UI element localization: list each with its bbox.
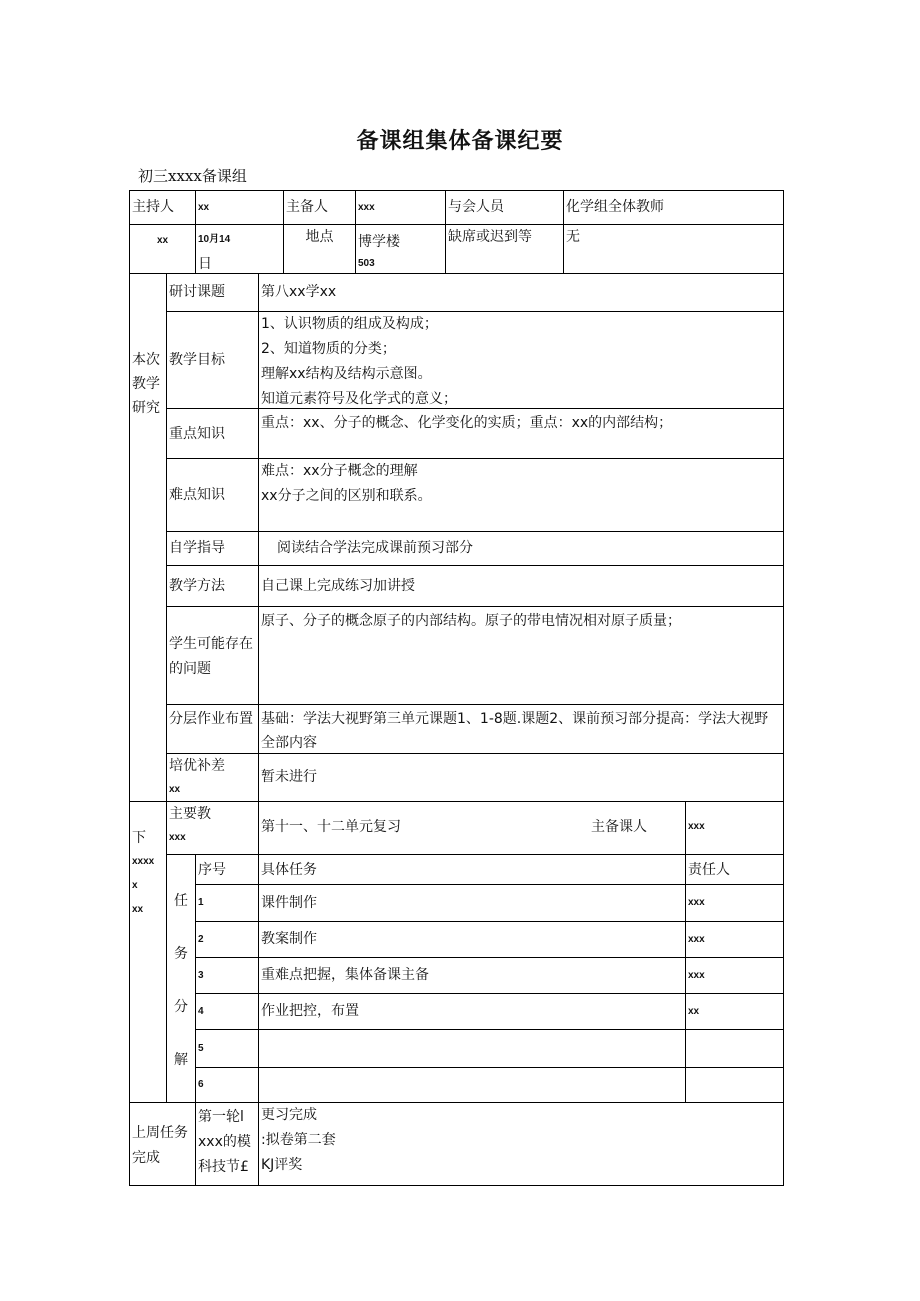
last-item: 第一轮l xyxy=(198,1109,244,1125)
key-label: 重点知识 xyxy=(166,408,259,459)
issues-value: 原子、分子的概念原子的内部结构。原子的带电情况相对原子质量； xyxy=(258,606,784,705)
goal-item: 2、知道物质的分类； xyxy=(261,341,396,357)
tasks-label-char: 务 xyxy=(174,946,188,962)
last-item: 科技节£ xyxy=(198,1159,249,1175)
goals-label: 教学目标 xyxy=(166,311,259,409)
next-section-sub: xx xyxy=(132,904,144,915)
tasks-label-char: 任 xyxy=(174,893,188,909)
task-name: 重难点把握，集体备课主备 xyxy=(258,957,686,994)
task-name xyxy=(258,1029,686,1068)
last-item: KJ评奖 xyxy=(261,1157,303,1173)
date-value: 10月14 xyxy=(198,234,231,245)
lead-label: 主备人 xyxy=(283,190,356,225)
hard-label: 难点知识 xyxy=(166,458,259,532)
task-owner: xxx xyxy=(685,884,784,922)
task-name xyxy=(258,1067,686,1103)
task-owner xyxy=(685,1067,784,1103)
last-label-line: 完成 xyxy=(132,1150,160,1166)
issues-label xyxy=(166,606,259,705)
method-label: 教学方法 xyxy=(166,565,259,607)
self-label: 自学指导 xyxy=(166,531,259,566)
lead-value: xxx xyxy=(355,190,446,225)
next-lead-value: xxx xyxy=(685,801,784,855)
task-name: 作业把控，布置 xyxy=(258,993,686,1030)
attendees-value: 化学组全体教师 xyxy=(563,190,784,225)
tasks-label-char: 解 xyxy=(174,1052,188,1068)
last-items-right xyxy=(258,1102,784,1186)
task-no: 2 xyxy=(195,921,259,958)
date-suffix: 日 xyxy=(198,256,212,272)
content-label-text: 主要教 xyxy=(169,806,211,822)
host-value: xx xyxy=(195,190,284,225)
homework-value xyxy=(258,704,784,754)
content-value-cell xyxy=(258,801,686,855)
last-item: xxx的模 xyxy=(198,1134,251,1150)
task-no: 6 xyxy=(195,1067,259,1103)
date-prefix: xx xyxy=(129,224,196,274)
last-label xyxy=(129,1102,196,1186)
support-label xyxy=(166,753,259,802)
task-name: 课件制作 xyxy=(258,884,686,922)
task-no: 1 xyxy=(195,884,259,922)
issues-label-line: 的问题 xyxy=(169,661,211,677)
tasks-label-char: 分 xyxy=(174,999,188,1015)
next-section-sub: xxxx xyxy=(132,856,155,867)
task-owner: xx xyxy=(685,993,784,1030)
hard-item: 难点：xx分子概念的理解 xyxy=(261,463,418,479)
col-task-header: 具体任务 xyxy=(258,854,686,885)
absent-value: 无 xyxy=(563,224,784,274)
goal-item: 知道元素符号及化学式的意义； xyxy=(261,391,457,407)
date-cell xyxy=(195,224,284,274)
homework-label: 分层作业布置 xyxy=(166,704,259,754)
topic-label: 研讨课题 xyxy=(166,273,259,312)
homework-line: 基础：学法大视野第三单元课题1、1-8题.课题2、课前预习部分提高：学法大视野 xyxy=(261,711,769,727)
content-label xyxy=(166,801,259,855)
host-label: 主持人 xyxy=(129,190,196,225)
task-owner xyxy=(685,1029,784,1068)
goal-item: 1、认识物质的组成及构成； xyxy=(261,316,438,332)
support-label-text: 培优补差 xyxy=(169,758,225,774)
last-label-line: 上周任务 xyxy=(132,1125,188,1141)
task-no: 5 xyxy=(195,1029,259,1068)
study-section-text: 本次教学研究 xyxy=(132,352,160,416)
task-no: 3 xyxy=(195,957,259,994)
hard-item: xx分子之间的区别和联系。 xyxy=(261,488,432,504)
task-owner: xxx xyxy=(685,957,784,994)
next-section-sub: x xyxy=(132,880,138,891)
last-item: 更习完成 xyxy=(261,1107,317,1123)
location-room: 503 xyxy=(358,258,375,269)
next-section-text: 下 xyxy=(132,830,146,846)
location-value: 博学楼 xyxy=(358,234,400,250)
hard-list xyxy=(258,458,784,532)
study-section-label xyxy=(129,273,167,802)
page-title: 备课组集体备课纪要 xyxy=(356,129,564,154)
topic-value: 第八xx学xx xyxy=(258,273,784,312)
goals-list xyxy=(258,311,784,409)
attendees-label: 与会人员 xyxy=(445,190,564,225)
next-lead-label: 主备课人 xyxy=(591,819,647,835)
absent-label: 缺席或迟到等 xyxy=(445,224,564,274)
method-value: 自己课上完成练习加讲授 xyxy=(258,565,784,607)
support-value: 暂未进行 xyxy=(258,753,784,802)
col-no-header: 序号 xyxy=(195,854,259,885)
last-item: :拟卷第二套 xyxy=(261,1132,336,1148)
goal-item: 理解xx结构及结构示意图。 xyxy=(261,366,432,382)
tasks-label xyxy=(166,854,196,1103)
support-label-sub: xx xyxy=(169,784,181,795)
location-cell xyxy=(355,224,446,274)
self-value: 阅读结合学法完成课前预习部分 xyxy=(258,531,784,566)
location-label: 地点 xyxy=(283,224,356,274)
task-name: 教案制作 xyxy=(258,921,686,958)
group-name: 初三xxxx备课组 xyxy=(138,167,247,185)
last-items-left xyxy=(195,1102,259,1186)
task-no: 4 xyxy=(195,993,259,1030)
issues-label-line: 学生可能存在 xyxy=(169,636,253,652)
next-section-label xyxy=(129,801,167,1103)
content-label-sub: xxx xyxy=(169,832,186,843)
task-owner: xxx xyxy=(685,921,784,958)
content-value: 第十一、十二单元复习 xyxy=(261,819,401,835)
col-owner-header: 责任人 xyxy=(685,854,784,885)
homework-line: 全部内容 xyxy=(261,735,317,751)
key-value: 重点：xx、分子的概念、化学变化的实质；重点：xx的内部结构； xyxy=(258,408,784,459)
